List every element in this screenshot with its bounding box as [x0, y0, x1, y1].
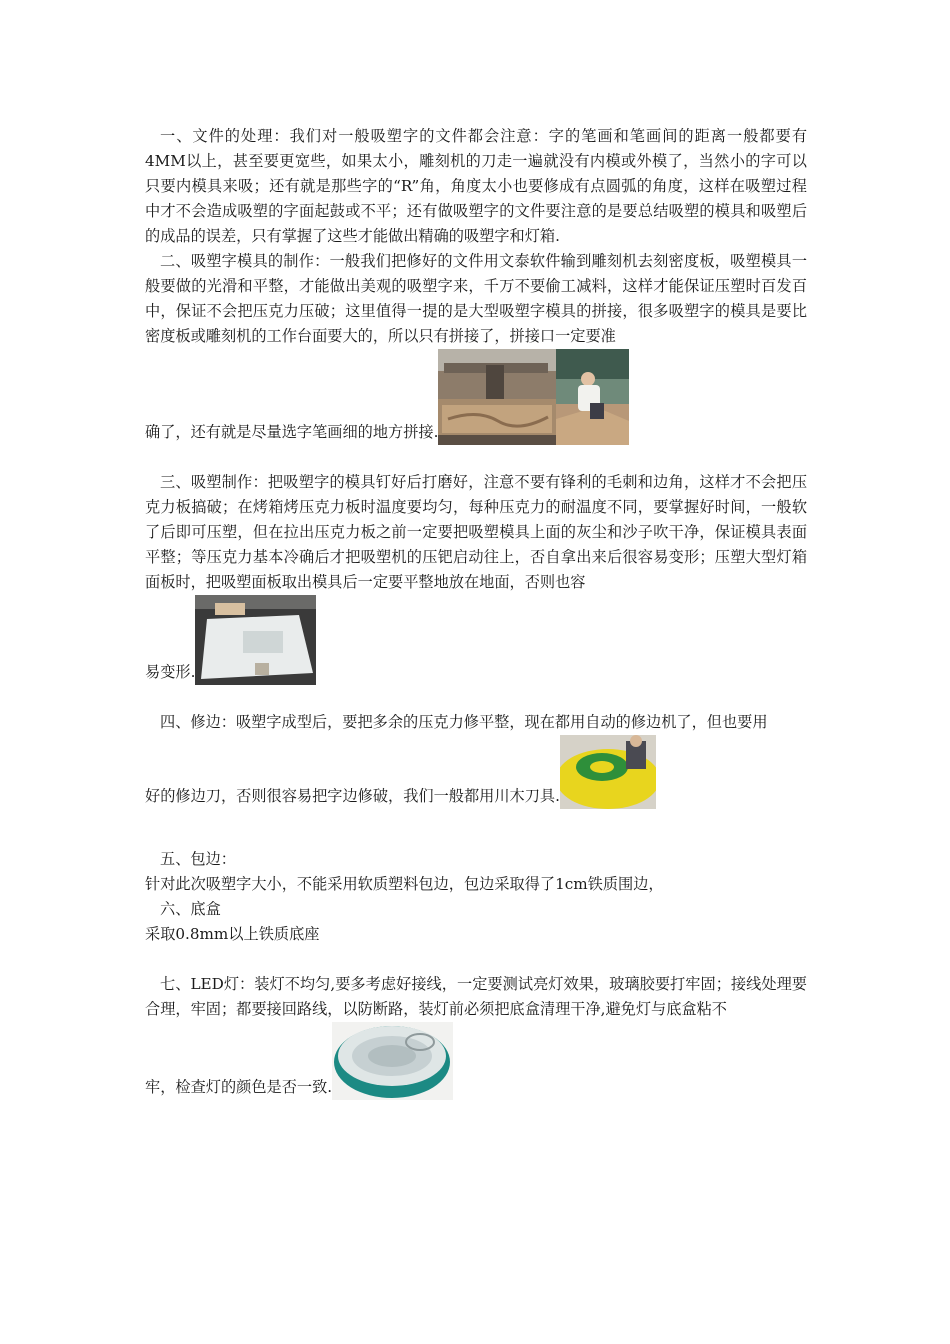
- section-7-paragraph: 七、LED灯：装灯不均匀,要多考虑好接线，一定要测试亮灯效果，玻璃胶要打牢固；接线处理要合理，牢固；都要接回路线，以防断路，装灯前必须把底盒清理干净,避免灯与底盒粘不: [145, 975, 807, 1018]
- section-3-image-line: [145, 595, 807, 685]
- spacer: [145, 947, 807, 972]
- section-6-title: 六、底盒: [160, 900, 221, 918]
- led-base-box-photo: [332, 1022, 453, 1100]
- section-3-tail-text: 易变形.: [145, 663, 196, 681]
- section-3-paragraph: 三、吸塑制作：把吸塑字的模具钉好后打磨好，注意不要有锋利的毛刺和边角，这样才不会把压克力板搞破；在烤箱烤压克力板时温度要均匀，每种压克力的耐温度不同，要掌握好时间，一般软了后即可压塑，但在拉出压克力板之前一定要把吸塑模具上面的灰尘和沙子吹干净，保证模具表面平整；等压克力基本冷确后才把吸塑机的压钯启动往上，否自拿出来后很容易变形；压塑大型灯箱面板时，把吸塑面板取出模具后一定要平整地放在地面，否则也容: [145, 473, 807, 591]
- section-4-paragraph: 四、修边：吸塑字成型后，要把多余的压克力修平整，现在都用自动的修边机了，但也要用: [160, 713, 768, 731]
- vacuum-forming-photo: [195, 595, 316, 685]
- mold-assembly-worker-photo: [556, 349, 629, 445]
- section-2-paragraph: 二、吸塑字模具的制作：一般我们把修好的文件用文泰软件输到雕刻机去刻密度板，吸塑模具一般要做的光滑和平整，才能做出美观的吸塑字来，千万不要偷工减料，这样才能保证压塑时百发百中，保证不会把压克力压破；这里值得一提的是大型吸塑字模具的拼接，很多吸塑字的模具是要比密度板或雕刻机的工作台面要大的，所以只有拼接了，拼接口一定要准: [145, 252, 807, 345]
- spacer: [145, 445, 807, 470]
- cnc-engraving-machine-photo: [438, 349, 556, 445]
- section-7-tail-text: 牢，检查灯的颜色是否一致.: [145, 1078, 333, 1096]
- section-4-tail-text: 好的修边刀，否则很容易把字边修破，我们一般都用川木刀具.: [145, 787, 560, 805]
- section-5-body: 针对此次吸塑字大小，不能采用软质塑料包边，包边采取得了1cm铁质围边，: [145, 875, 664, 893]
- document-body: [145, 124, 807, 1100]
- section-1-paragraph: 一、文件的处理：我们对一般吸塑字的文件都会注意：字的笔画和笔画间的距离一般都要有4MM以上，甚至要更宽些，如果太小，雕刻机的刀走一遍就没有内模或外模了，当然小的字可以只要内模具来吸；还有就是那些字的“R”角，角度太小也要修成有点圆弧的角度，这样在吸塑过程中才不会造成吸塑的字面起鼓或不平；还有做吸塑字的文件要注意的是要总结吸塑的模具和吸塑后的成品的误差，只有掌握了这些才能做出精确的吸塑字和灯箱.: [145, 127, 807, 245]
- spacer: [145, 809, 807, 847]
- spacer: [145, 685, 807, 710]
- section-7-image-line: [145, 1022, 807, 1100]
- section-2-image-line: [145, 349, 807, 445]
- edge-trimming-photo: [560, 735, 656, 809]
- section-2-tail-text: 确了，还有就是尽量选字笔画细的地方拼接.: [145, 423, 439, 441]
- section-4-image-line: [145, 735, 807, 809]
- section-5-title: 五、包边：: [160, 850, 236, 868]
- section-6-body: 采取0.8mm以上铁质底座: [145, 925, 320, 943]
